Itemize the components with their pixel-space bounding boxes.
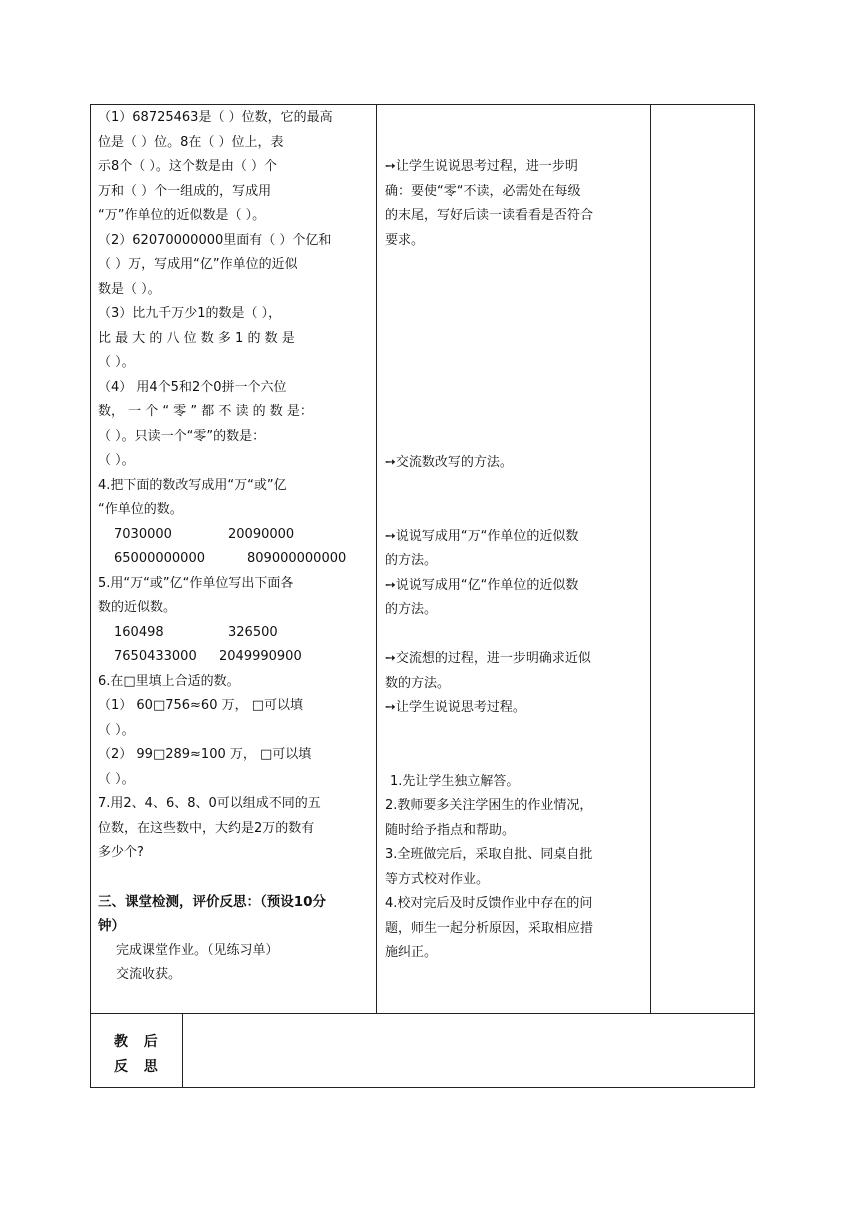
exercise-line: （ ）。 xyxy=(98,453,135,468)
section-heading: 钟） xyxy=(98,918,125,934)
teaching-note: ➙让学生说说思考过程，进一步明 xyxy=(385,159,578,174)
exercise-line: 多少个? xyxy=(98,845,144,860)
teaching-note: 3.全班做完后，采取自批、同桌自批 xyxy=(385,847,593,862)
exercise-line: 完成课堂作业。（见练习单） xyxy=(116,943,279,958)
exercise-line: （3）比九千万少1的数是（ ）， xyxy=(98,306,282,321)
exercise-line: 7.用2、4、6、8、0可以组成不同的五 xyxy=(98,796,321,811)
exercise-line: 交流收获。 xyxy=(116,967,182,982)
table-right-border xyxy=(754,104,755,1088)
exercise-line: （1） 60□756≈60 万， □可以填 xyxy=(98,698,304,713)
number-item: 20090000 xyxy=(228,527,295,542)
exercise-line: 4.把下面的数改写成用“万“或”亿 xyxy=(98,478,287,493)
exercise-line: 5.用“万“或”亿“作单位写出下面各 xyxy=(98,576,294,591)
exercise-line: 位是（ ）位。8在（ ）位上，表 xyxy=(98,135,284,150)
number-item: 809000000000 xyxy=(247,551,347,566)
exercise-line: 数的近似数。 xyxy=(98,600,177,615)
exercise-line: 数， 一 个 “ 零 ” 都 不 读 的 数 是： xyxy=(98,404,313,419)
teaching-note: 确：要使“零“不读，必需处在每级 xyxy=(385,184,581,199)
exercise-line: （ ）。只读一个“零”的数是： xyxy=(98,429,266,444)
number-item: 326500 xyxy=(228,625,278,640)
teaching-note: 等方式校对作业。 xyxy=(385,872,490,887)
teaching-note: 2.教师要多关注学困生的作业情况， xyxy=(385,798,593,813)
exercise-line: 比 最 大 的 八 位 数 多 1 的 数 是 xyxy=(98,331,295,346)
reflection-label-line1: 教 后 xyxy=(114,1034,160,1050)
exercise-line: “万”作单位的近似数是（ ）。 xyxy=(98,208,266,223)
teaching-note: ➙交流数改写的方法。 xyxy=(385,455,513,470)
number-item: 160498 xyxy=(114,625,164,640)
teaching-note: 1.先让学生独立解答。 xyxy=(390,774,520,789)
teaching-note: 要求。 xyxy=(385,233,425,248)
exercise-line: （ ）。 xyxy=(98,772,135,787)
teaching-note: 的末尾，写好后读一读看看是否符合 xyxy=(385,208,594,223)
number-item: 65000000000 xyxy=(114,551,205,566)
teaching-note: 施纠正。 xyxy=(385,945,438,960)
number-item: 2049990900 xyxy=(219,649,302,664)
exercise-line: （1）68725463是（ ）位数，它的最高 xyxy=(98,110,333,125)
exercise-line: 示8个（ ）。这个数是由（ ）个 xyxy=(98,159,278,174)
exercise-line: 位数，在这些数中，大约是2万的数有 xyxy=(98,821,315,836)
teaching-note: ➙说说写成用“亿“作单位的近似数 xyxy=(385,578,579,593)
number-item: 7650433000 xyxy=(114,649,197,664)
teaching-note: ➙说说写成用“万“作单位的近似数 xyxy=(385,529,579,544)
exercise-line: （ ）。 xyxy=(98,723,135,738)
exercise-line: “作单位的数。 xyxy=(98,502,183,517)
column-divider-1 xyxy=(376,104,377,1013)
exercise-line: （4） 用4个5和2个0拼一个六位 xyxy=(98,380,287,395)
table-top-border xyxy=(90,104,755,105)
table-left-border xyxy=(90,104,91,1088)
section-heading: 三、课堂检测，评价反思：（预设10分 xyxy=(98,894,327,910)
teaching-note: 题，师生一起分析原因，采取相应措 xyxy=(385,921,594,936)
reflection-content-cell[interactable] xyxy=(183,1014,754,1087)
exercise-line: （ ）万，写成用“亿”作单位的近似 xyxy=(98,257,298,272)
number-item: 7030000 xyxy=(114,527,172,542)
exercise-line: 6.在□里填上合适的数。 xyxy=(98,674,240,689)
reflection-label-line2: 反 思 xyxy=(114,1059,160,1075)
exercise-line: （2） 99□289≈100 万， □可以填 xyxy=(98,747,312,762)
teaching-note: ➙让学生说说思考过程。 xyxy=(385,700,526,715)
teaching-note: ➙交流想的过程，进一步明确求近似 xyxy=(385,651,591,666)
teaching-note: 的方法。 xyxy=(385,602,438,617)
column-divider-2 xyxy=(650,104,651,1013)
exercise-line: （ ）。 xyxy=(98,355,135,370)
teaching-note: 数的方法。 xyxy=(385,676,451,691)
exercise-line: 万和（ ）个一组成的，写成用 xyxy=(98,184,272,199)
table-bottom-border xyxy=(90,1087,755,1088)
exercise-line: （2）62070000000里面有（ ）个亿和 xyxy=(98,233,332,248)
exercise-line: 数是（ ）。 xyxy=(98,282,161,297)
teaching-note: 4.校对完后及时反馈作业中存在的问 xyxy=(385,896,593,911)
teaching-note: 的方法。 xyxy=(385,553,438,568)
teaching-note: 随时给予指点和帮助。 xyxy=(385,823,516,838)
